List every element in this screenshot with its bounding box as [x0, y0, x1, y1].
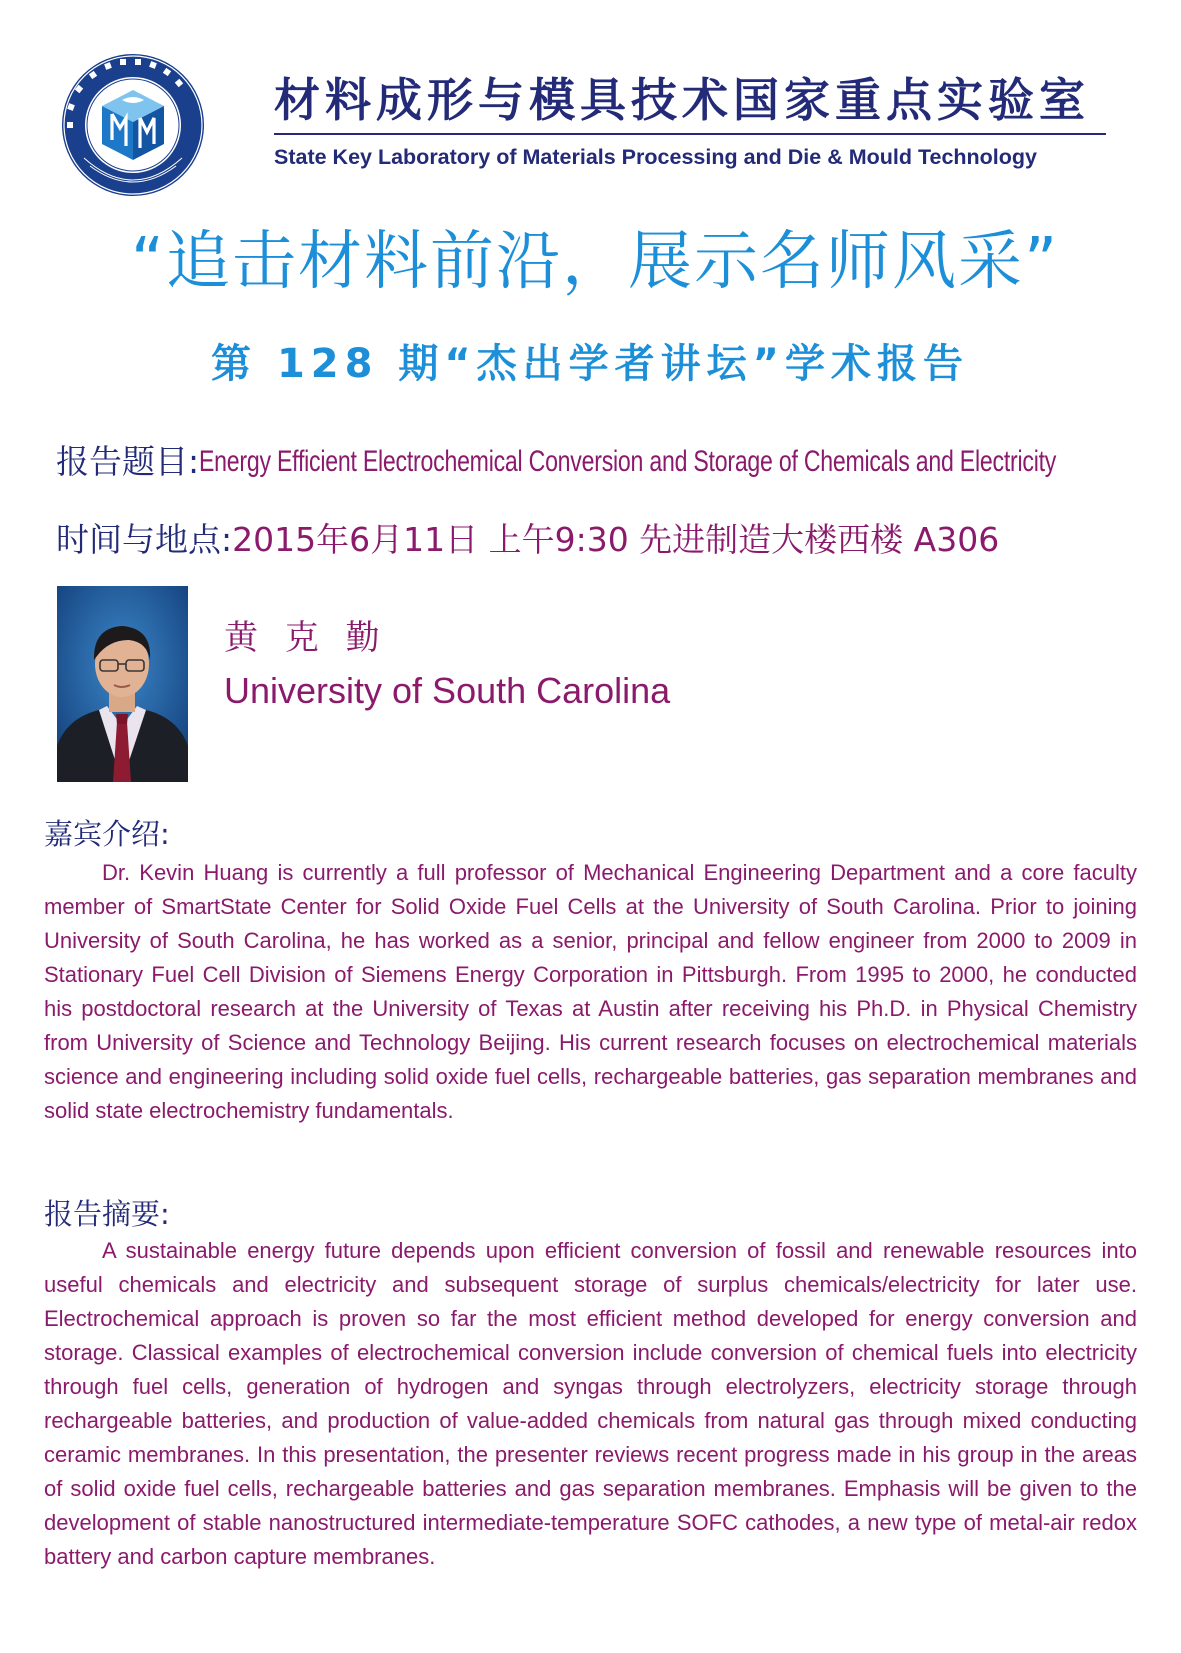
- time-place-label: 时间与地点:: [56, 519, 233, 559]
- lab-logo-icon: [60, 52, 206, 198]
- speaker-portrait-icon: [57, 586, 188, 782]
- speaker-photo: [57, 586, 188, 782]
- time-place-value: 2015年6月11日 上午9:30 先进制造大楼西楼 A306: [232, 519, 1000, 559]
- topic-row: [56, 436, 1156, 487]
- topic-label: 报告题目:: [56, 441, 200, 481]
- topic-value: Energy Efficient Electrochemical Conversion and Storage of Chemicals and Electricity: [199, 444, 1057, 478]
- abstract-text: A sustainable energy future depends upon efficient conversion of fossil and renewable resources into useful chemicals and electricity and subsequent storage of surplus chemicals/electricity for later use. Electrochemical approach is proven so far the most efficient method developed for energy conversion and storage. Classical examples of electrochemical conversion include conversion of chemical fuels into electricity through fuel cells, generation of hydrogen and syngas through electrolyzers, electricity storage through rechargeable batteries, and production of value-added chemicals from natural gas through mixed conducting ceramic membranes. In this presentation, the presenter reviews recent progress made in his group in the areas of solid oxide fuel cells, rechargeable batteries and gas separation membranes. Emphasis will be given to the development of stable nanostructured intermediate-temperature SOFC cathodes, a new type of metal-air redox battery and carbon capture membranes.: [44, 1238, 1137, 1569]
- header-divider: [274, 133, 1106, 135]
- series-title: 第 128 期“杰出学者讲坛”学术报告: [211, 341, 969, 387]
- time-place-row: [56, 514, 1156, 565]
- lab-name-cn: 材料成形与模具技术国家重点实验室: [274, 73, 1090, 127]
- lab-name-en: State Key Laboratory of Materials Processing and Die & Mould Technology: [274, 145, 1037, 169]
- slogan-title: “追击材料前沿，展示名师风采”: [130, 225, 1060, 299]
- bio-text: Dr. Kevin Huang is currently a full professor of Mechanical Engineering Department and a core faculty member of SmartState Center for Solid Oxide Fuel Cells at the University of South Carolina. Prior to joining University of South Carolina, he has worked as a senior, principal and fellow engineer from 2000 to 2009 in Stationary Fuel Cell Division of Siemens Energy Corporation in Pittsburgh. From 1995 to 2000, he conducted his postdoctoral research at the University of Texas at Austin after receiving his Ph.D. in Physical Chemistry from University of Science and Technology Beijing. His current research focuses on electrochemical materials science and engineering including solid oxide fuel cells, rechargeable batteries, gas separation membranes and solid state electrochemistry fundamentals.: [44, 860, 1137, 1123]
- speaker-affiliation: University of South Carolina: [224, 670, 671, 711]
- lab-logo: [60, 52, 206, 198]
- bio-heading: 嘉宾介绍:: [44, 817, 170, 851]
- speaker-name: 黄 克 勤: [224, 618, 388, 658]
- abstract-heading: 报告摘要:: [44, 1197, 170, 1231]
